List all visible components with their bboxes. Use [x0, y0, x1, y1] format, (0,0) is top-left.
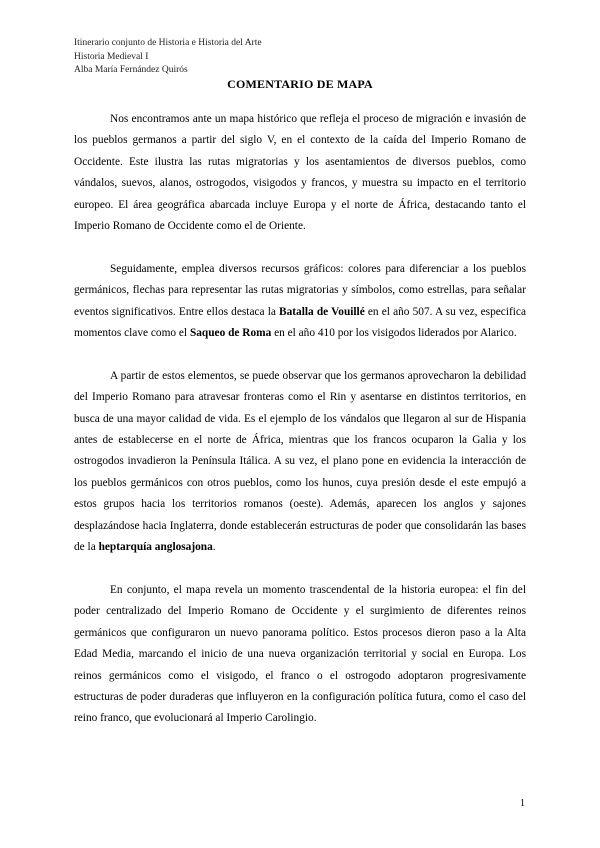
document-title: COMENTARIO DE MAPA [227, 77, 373, 91]
header-subject-line: Historia Medieval I [74, 51, 149, 62]
paragraph-graphic-resources [74, 259, 526, 345]
text-segment: Seguidamente, emplea diversos recursos gráficos: colores para diferenciar a los pueblos germánicos, flechas para representar las rutas migratorias y símbolos, como estrellas, para señalar eventos significativos. Entre ellos destaca la [74, 262, 526, 318]
bold-term-vouille: Batalla de Vouillé [279, 305, 365, 318]
text-segment: A partir de estos elementos, se puede observar que los germanos aprovecharon la debilidad del Imperio Romano para atravesar fronteras como el Rin y asentarse en distintos territorios, en busca de una mayor calidad de vida. Es el ejemplo de los vándalos que llegaron al sur de Hispania antes de establecerse en el norte de África, mientras que los francos ocuparon la Galia y los ostrogodos invadieron la Península Itálica. A su vez, el plano pone en evidencia la interacción de los pueblos germánicos con otros pueblos, como los hunos, cuya presión desde el este empujó a estos grupos hacia los territorios romanos (oeste). Además, aparecen los anglos y sajones desplazándose hacia Inglaterra, donde establecerán estructuras de poder que consolidarán las bases de la [74, 369, 526, 554]
paragraph-conclusion: En conjunto, el mapa revela un momento trascendental de la historia europea: el fin del poder centralizado del Imperio Romano de Occidente y el surgimiento de diferentes reinos germánicos que configuraron un nuevo panorama político. Estos procesos dieron paso a la Alta Edad Media, marcando el inicio de una nueva organización territorial y social en Europa. Los reinos germánicos como el visigodo, el franco o el ostrogodo adoptaron progresivamente estructuras de poder duraderas que influyeron en la configuración política futura, como el caso del reino franco, que evolucionará al Imperio Carolingio. [74, 583, 526, 725]
bold-term-heptarquia: heptarquía anglosajona [98, 541, 213, 554]
bold-term-saqueo-roma: Saqueo de Roma [189, 327, 272, 340]
page-number: 1 [520, 798, 525, 809]
document-body [74, 109, 526, 751]
paragraph-analysis [74, 366, 526, 559]
text-segment: . [212, 541, 216, 554]
paragraph-intro: Nos encontramos ante un mapa histórico que refleja el proceso de migración e invasión de los pueblos germanos a partir del siglo V, en el contexto de la caída del Imperio Romano de Occidente. Este ilustra las rutas migratorias y los asentamientos de diversos pueblos, como vándalos, suevos, alanos, ostrogodos, visigodos y francos, y muestra su impacto en el territorio europeo. El área geográfica abarcada incluye Europa y el norte de África, destacando tanto el Imperio Romano de Occidente como el de Oriente. [74, 113, 526, 233]
header-author-line: Alba María Fernández Quirós [74, 65, 188, 75]
text-segment: en el año 410 por los visigodos liderados por Alarico. [271, 327, 517, 340]
text-segment: en el año 507. A su vez, especifica momentos clave como el [74, 305, 526, 340]
header-course-line: Itinerario conjunto de Historia e Historia del Arte [74, 38, 262, 48]
document-header [74, 37, 262, 78]
